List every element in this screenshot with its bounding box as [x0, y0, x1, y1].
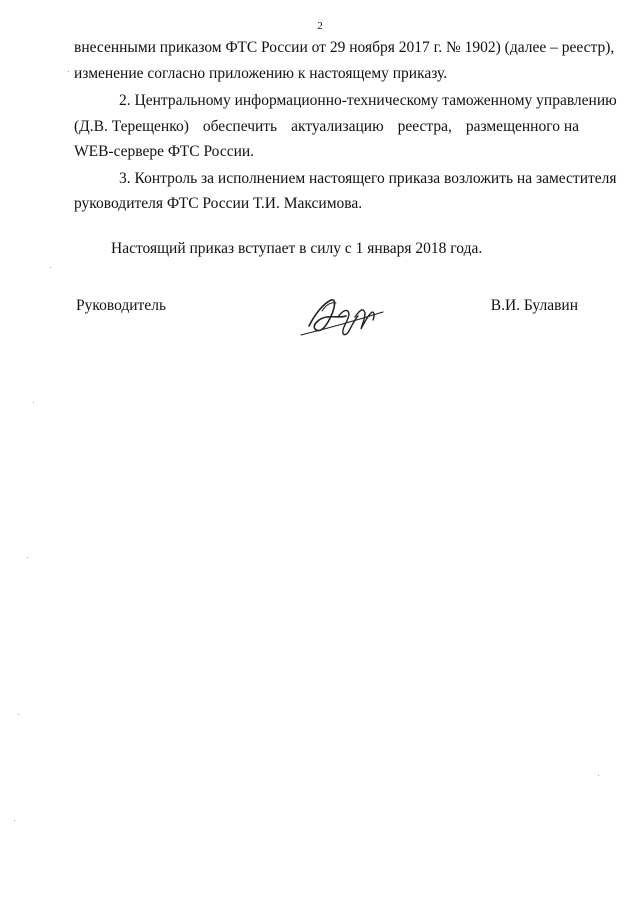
paragraph-2-word: реестра, [397, 118, 452, 135]
paragraph-2-word: (Д.В. Терещенко) [74, 118, 189, 135]
paragraph-1-line-1: внесенными приказом ФТС России от 29 ноября 2017 г. № 1902) (далее – реестр), [74, 39, 615, 56]
scan-speck [33, 402, 34, 403]
scan-speck [14, 820, 15, 821]
paragraph-2-line-2 [74, 118, 579, 136]
scan-speck [598, 775, 599, 776]
handwritten-signature [291, 292, 391, 346]
paragraph-2-word: размещенного на [465, 118, 579, 135]
paragraph-2-line-3: WEB-сервере ФТС России. [74, 143, 255, 160]
scan-speck [27, 557, 28, 558]
effective-date-line: Настоящий приказ вступает в силу с 1 января 2018 года. [111, 240, 483, 257]
scan-speck [50, 267, 51, 268]
signature-block [76, 292, 578, 346]
paragraph-3-line-2: руководителя ФТС России Т.И. Максимова. [74, 195, 363, 212]
signatory-name: В.И. Булавин [490, 297, 578, 314]
page-number: 2 [317, 20, 323, 32]
paragraph-1-line-2: изменение согласно приложению к настоящему приказу. [74, 65, 448, 82]
signatory-title: Руководитель [76, 297, 167, 314]
paragraph-3-line-1: 3. Контроль за исполнением настоящего приказа возложить на заместителя [119, 170, 617, 187]
scan-speck [18, 714, 19, 715]
paragraph-2-word: актуализацию [291, 118, 384, 135]
scan-speck [68, 71, 69, 72]
paragraph-2-word: обеспечить [202, 118, 278, 135]
paragraph-2-line-1: 2. Центральному информационно-техническому таможенному управлению [119, 92, 617, 109]
